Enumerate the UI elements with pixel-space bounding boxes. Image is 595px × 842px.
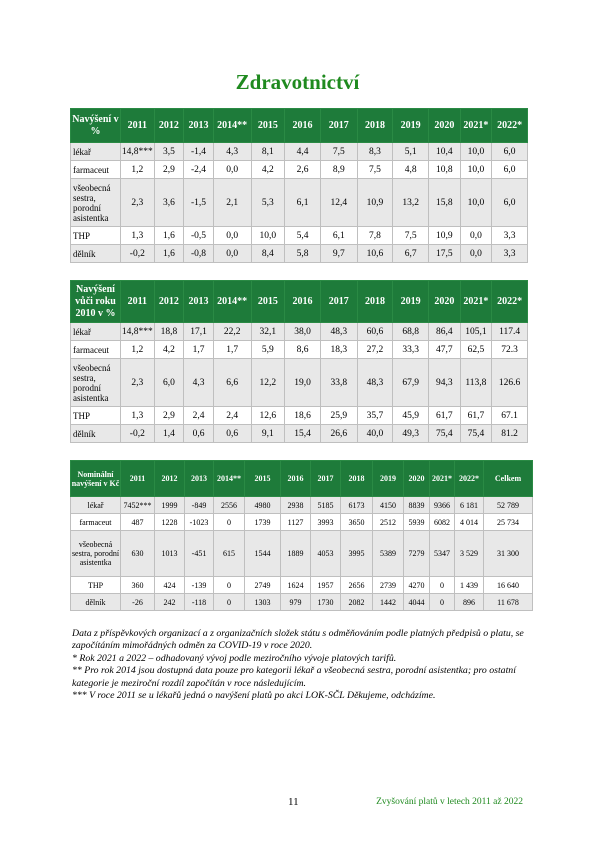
table-cell: 10,0 [460,143,492,161]
table-cell: 52 789 [484,497,533,514]
table-cell: 3,3 [492,245,528,263]
table-cell: 2082 [341,594,373,611]
table-cell: 1,7 [184,341,214,359]
table-cell: 4053 [311,531,341,577]
table-cell: 6 181 [455,497,484,514]
header-cell: 2017 [320,281,357,323]
row-label: THP [71,577,121,594]
table-row [71,323,528,341]
table-cell: 3995 [341,531,373,577]
header-cell: 2019 [373,461,404,497]
table-cell: 18,8 [154,323,184,341]
table-cell: 3 529 [455,531,484,577]
table-cell: 6,1 [320,227,357,245]
table-cell: 10,4 [429,143,461,161]
table-cell: 38,0 [285,323,321,341]
header-cell: 2011 [121,461,155,497]
header-cell: 2014** [213,281,251,323]
table-cell: 0,0 [213,227,251,245]
row-label: lékař [71,323,121,341]
percent-increase-table [70,108,528,263]
table-cell: -0,8 [184,245,214,263]
table-cell: 3650 [341,514,373,531]
table-cell: 0,0 [213,161,251,179]
table-cell: 61,7 [460,407,492,425]
table-row [71,514,533,531]
table-cell: 117.4 [492,323,528,341]
table-cell: 10,9 [429,227,461,245]
table-cell: -26 [121,594,155,611]
table-cell: 113,8 [460,359,492,407]
header-cell: 2016 [285,281,321,323]
table-cell: 45,9 [393,407,429,425]
table-cell: 0 [214,514,245,531]
table-cell: 1624 [281,577,311,594]
table-cell: 1,6 [154,245,184,263]
table-cell: -0,5 [184,227,214,245]
header-cell: 2021* [460,281,492,323]
table-cell: 7452*** [121,497,155,514]
table-cell: 360 [121,577,155,594]
header-cell: 2012 [155,461,185,497]
table-cell: 2749 [245,577,281,594]
table-cell: 0 [430,577,455,594]
table-cell: 1957 [311,577,341,594]
table-cell: 6,1 [285,179,321,227]
header-cell: 2020 [429,109,461,143]
header-cell: 2022* [492,109,528,143]
table-cell: 75,4 [429,425,461,443]
header-cell: 2015 [245,461,281,497]
table-row [71,497,533,514]
table-cell: 9366 [430,497,455,514]
table-cell: 12,2 [251,359,285,407]
table-cell: 1889 [281,531,311,577]
table-cell: 35,7 [357,407,393,425]
table-cell: 32,1 [251,323,285,341]
header-cell: 2018 [341,461,373,497]
footer-title: Zvyšování platů v letech 2011 až 2022 [376,797,523,807]
table-cell: 2,9 [154,407,184,425]
table-cell: 2739 [373,577,404,594]
table-cell: 8839 [404,497,430,514]
table-cell: 4,3 [184,359,214,407]
table-cell: 0 [430,594,455,611]
header-cell: 2022* [492,281,528,323]
table-cell: 9,7 [320,245,357,263]
table-cell: 2938 [281,497,311,514]
header-cell: 2011 [120,281,154,323]
header-cell: 2012 [154,281,184,323]
row-label: dělník [71,425,121,443]
table-row [71,245,528,263]
table-cell: 1127 [281,514,311,531]
table-cell: 0,6 [213,425,251,443]
table-cell: -0,2 [120,245,154,263]
row-label: všeobecná sestra, porodní asistentka [71,179,121,227]
header-cell: 2014** [213,109,251,143]
header-cell: 2019 [393,281,429,323]
table-cell: 1442 [373,594,404,611]
table-cell: 49,3 [393,425,429,443]
header-cell: 2016 [281,461,311,497]
table-row [71,341,528,359]
table-cell: 1544 [245,531,281,577]
table-cell: -1023 [185,514,214,531]
table-cell: -1,4 [184,143,214,161]
table-cell: 5347 [430,531,455,577]
header-cell: 2020 [404,461,430,497]
table-cell: 6,0 [154,359,184,407]
row-label: všeobecná sestra, porodní asistentka [71,531,121,577]
table-cell: 424 [155,577,185,594]
table-cell: 4270 [404,577,430,594]
table-cell: 0 [214,594,245,611]
header-cell: 2015 [251,281,285,323]
table-cell: 31 300 [484,531,533,577]
table-cell: 68,8 [393,323,429,341]
footnote-2014: ** Pro rok 2014 jsou dostupná data pouze pro kategorii lékař a všeobecná sestra, porodní asistentka; pro ostatní kategorie je meziroční rozdíl započítán v roce následujícím. [72,665,516,689]
table-cell: 126.6 [492,359,528,407]
table-cell: 1228 [155,514,185,531]
header-cell: 2019 [393,109,429,143]
table-cell: 1303 [245,594,281,611]
table-cell: 25 734 [484,514,533,531]
header-cell: 2012 [154,109,184,143]
table-cell: 48,3 [320,323,357,341]
table-cell: 8,9 [320,161,357,179]
table-cell: 33,8 [320,359,357,407]
table-cell: 1,7 [213,341,251,359]
table-cell: 5389 [373,531,404,577]
table-cell: 61,7 [429,407,461,425]
table-cell: 11 678 [484,594,533,611]
table-cell: 6,6 [213,359,251,407]
table-cell: 5,1 [393,143,429,161]
table-cell: 72.3 [492,341,528,359]
table-cell: 2,4 [184,407,214,425]
table-cell: 7,5 [393,227,429,245]
table-cell: -118 [185,594,214,611]
page-number: 11 [288,796,299,808]
table-cell: 7,5 [320,143,357,161]
row-label: lékař [71,497,121,514]
cumulative-increase-table [70,280,528,443]
table-cell: 15,4 [285,425,321,443]
table-cell: 242 [155,594,185,611]
table-cell: 5,9 [251,341,285,359]
row-label: farmaceut [71,161,121,179]
table-cell: 4,2 [251,161,285,179]
table-cell: 2,9 [154,161,184,179]
table-cell: 10,6 [357,245,393,263]
table-cell: 67.1 [492,407,528,425]
footnote-2011: *** V roce 2011 se u lékařů jedná o navýšení platů po akci LOK-SČL Děkujeme, odcházíme. [72,690,436,702]
table-cell: 7,5 [357,161,393,179]
table-cell: 27,2 [357,341,393,359]
header-cell: 2021* [460,109,492,143]
table-cell: 1739 [245,514,281,531]
table-row [71,179,528,227]
table-cell: 2,4 [213,407,251,425]
table-cell: 8,4 [251,245,285,263]
row-label: lékař [71,143,121,161]
table-row [71,161,528,179]
header-cell: 2021* [430,461,455,497]
table-cell: 22,2 [213,323,251,341]
table-cell: 1,6 [154,227,184,245]
row-label: THP [71,227,121,245]
table-cell: 7,8 [357,227,393,245]
header-cell: 2013 [185,461,214,497]
table-cell: 6,0 [492,161,528,179]
header-cell: Celkem [484,461,533,497]
header-cell: 2015 [251,109,285,143]
table-cell: 60,6 [357,323,393,341]
table-cell: 5,4 [285,227,321,245]
table-cell: 896 [455,594,484,611]
header-cell: 2018 [357,281,393,323]
table-cell: 14,8*** [120,323,154,341]
table-cell: 26,6 [320,425,357,443]
table-cell: 1013 [155,531,185,577]
table-cell: 6,0 [492,143,528,161]
table-cell: 487 [121,514,155,531]
table-cell: 6,0 [492,179,528,227]
table-row [71,227,528,245]
table-cell: 17,5 [429,245,461,263]
table-cell: 10,9 [357,179,393,227]
table-cell: 5939 [404,514,430,531]
header-cell: 2013 [184,281,214,323]
table-cell: 1,4 [154,425,184,443]
table-cell: 9,1 [251,425,285,443]
table-cell: 105,1 [460,323,492,341]
table-cell: 0,6 [184,425,214,443]
header-cell: 2017 [320,109,357,143]
table-cell: 18,3 [320,341,357,359]
table-cell: 1,2 [120,161,154,179]
table-cell: 0,0 [460,245,492,263]
table-cell: 0 [214,577,245,594]
table-cell: 14,8*** [120,143,154,161]
table-cell: 5185 [311,497,341,514]
table-cell: 6082 [430,514,455,531]
table-cell: 2,6 [285,161,321,179]
header-cell: 2014** [214,461,245,497]
table-cell: 4,8 [393,161,429,179]
table-cell: 1 439 [455,577,484,594]
row-label: dělník [71,245,121,263]
table-cell: 4044 [404,594,430,611]
table-cell: 25,9 [320,407,357,425]
table-cell: 2,1 [213,179,251,227]
header-cell: 2016 [285,109,321,143]
table-cell: 10,0 [251,227,285,245]
table-cell: 0,0 [460,227,492,245]
table-cell: -0,2 [120,425,154,443]
table-cell: 3993 [311,514,341,531]
table-cell: 8,6 [285,341,321,359]
footnotes [72,628,528,702]
table-cell: 2,3 [120,359,154,407]
table-cell: 67,9 [393,359,429,407]
footnote-forecast: * Rok 2021 a 2022 – odhadovaný vývoj podle meziročního vývoje platových tarifů. [72,652,397,664]
table-cell: 12,6 [251,407,285,425]
nominal-increase-table [70,460,533,611]
table-cell: 8,1 [251,143,285,161]
table-cell: 0,0 [213,245,251,263]
table-cell: 4 014 [455,514,484,531]
table-cell: 4,2 [154,341,184,359]
table-cell: 3,6 [154,179,184,227]
table-cell: 6173 [341,497,373,514]
table-cell: 630 [121,531,155,577]
table-cell: 7279 [404,531,430,577]
table-row [71,359,528,407]
table-row [71,407,528,425]
table-cell: 18,6 [285,407,321,425]
table-cell: 19,0 [285,359,321,407]
header-cell: Navýšení v % [71,109,121,143]
table-cell: 4980 [245,497,281,514]
footnote-data-source: Data z příspěvkových organizací a z organizačních složek státu s odměňováním podle platných předpisů o platu, se započítáním mimořádných odměn za COVID-19 v roce 2020. [72,628,524,652]
table-cell: 17,1 [184,323,214,341]
table-cell: -1,5 [184,179,214,227]
row-label: farmaceut [71,514,121,531]
table-cell: 15,8 [429,179,461,227]
table-cell: 33,3 [393,341,429,359]
header-cell: 2011 [120,109,154,143]
header-cell: 2018 [357,109,393,143]
table-cell: -2,4 [184,161,214,179]
table-cell: 86,4 [429,323,461,341]
table-cell: -849 [185,497,214,514]
table-cell: 3,3 [492,227,528,245]
row-label: všeobecná sestra, porodní asistentka [71,359,121,407]
table-cell: 10,0 [460,179,492,227]
table-cell: 1999 [155,497,185,514]
table-cell: 94,3 [429,359,461,407]
table-cell: 1730 [311,594,341,611]
table-cell: -139 [185,577,214,594]
table-cell: 1,3 [120,227,154,245]
header-cell: 2020 [429,281,461,323]
table-cell: 13,2 [393,179,429,227]
table-row [71,577,533,594]
table-header-row [71,461,533,497]
table-cell: 62,5 [460,341,492,359]
table-cell: 979 [281,594,311,611]
table-cell: 2,3 [120,179,154,227]
header-cell: Nominální navýšení v Kč [71,461,121,497]
table-cell: 47,7 [429,341,461,359]
table-row [71,594,533,611]
table-header-row [71,281,528,323]
table-cell: 12,4 [320,179,357,227]
table-cell: 4,3 [213,143,251,161]
table-cell: 4150 [373,497,404,514]
table-cell: 48,3 [357,359,393,407]
row-label: THP [71,407,121,425]
row-label: dělník [71,594,121,611]
table-cell: 10,8 [429,161,461,179]
page-title: Zdravotnictví [235,70,360,94]
table-cell: 4,4 [285,143,321,161]
table-row [71,425,528,443]
table-cell: 81.2 [492,425,528,443]
table-cell: -451 [185,531,214,577]
table-cell: 2512 [373,514,404,531]
header-cell: 2022* [455,461,484,497]
table-cell: 40,0 [357,425,393,443]
row-label: farmaceut [71,341,121,359]
table-cell: 10,0 [460,161,492,179]
table-row [71,143,528,161]
table-cell: 2556 [214,497,245,514]
table-cell: 5,3 [251,179,285,227]
table-cell: 1,3 [120,407,154,425]
header-cell: 2017 [311,461,341,497]
table-cell: 2656 [341,577,373,594]
table-cell: 6,7 [393,245,429,263]
table-cell: 1,2 [120,341,154,359]
table-cell: 615 [214,531,245,577]
header-cell: 2013 [184,109,214,143]
table-cell: 75,4 [460,425,492,443]
table-cell: 5,8 [285,245,321,263]
table-row [71,531,533,577]
table-cell: 16 640 [484,577,533,594]
header-cell: Navýšení vůči roku 2010 v % [71,281,121,323]
table-cell: 8,3 [357,143,393,161]
table-cell: 3,5 [154,143,184,161]
table-header-row [71,109,528,143]
